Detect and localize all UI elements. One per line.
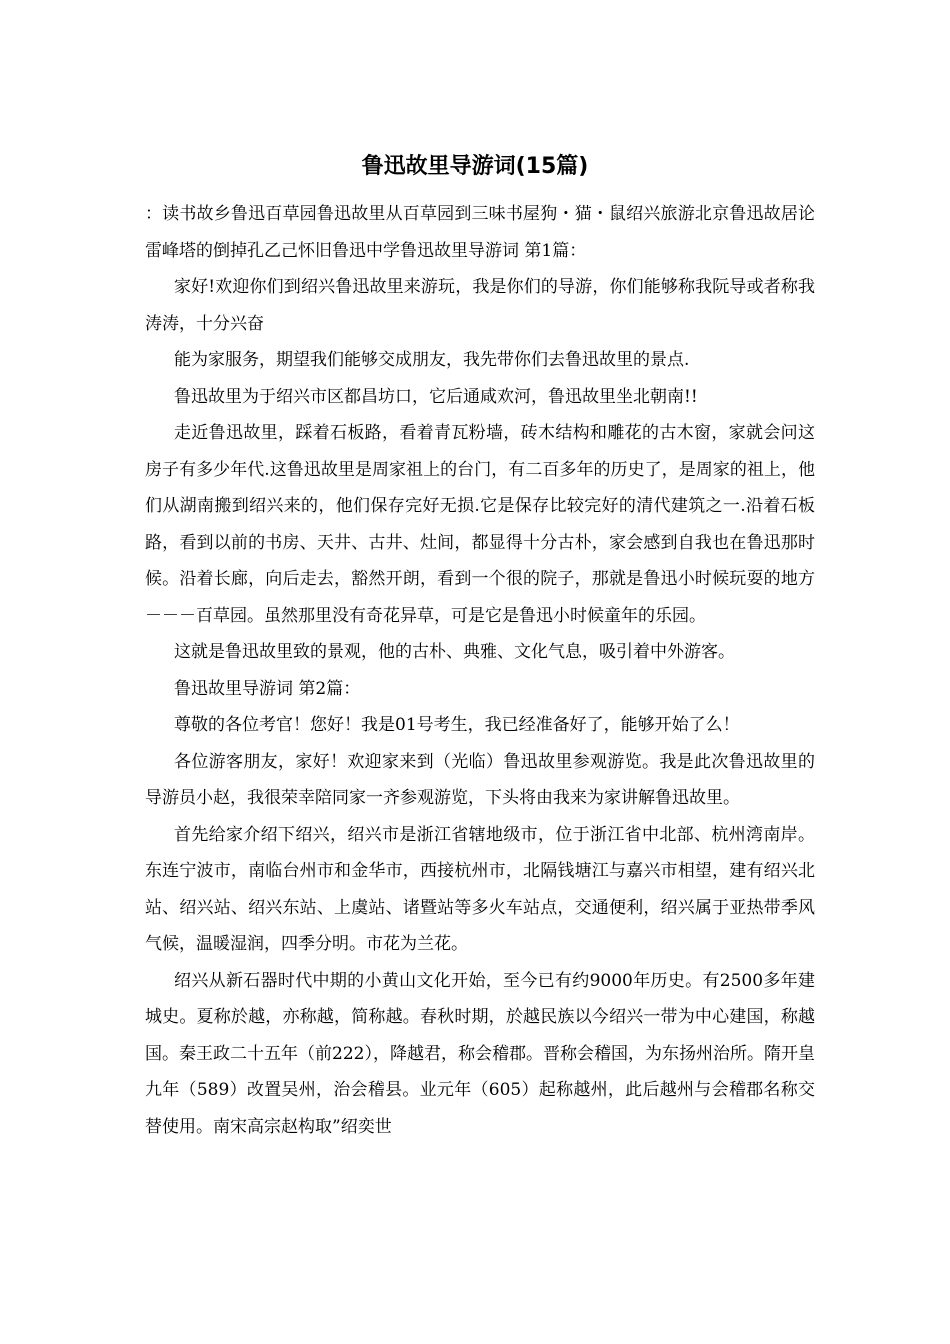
body-paragraph: 鲁迅故里为于绍兴市区都昌坊口，它后通咸欢河，鲁迅故里坐北朝南!! [174, 386, 698, 407]
document-body [145, 196, 815, 1145]
body-paragraph: 绍兴从新石器时代中期的小黄山文化开始，至今已有约9000年历史。有2500多年建城史。夏称於越，亦称越，简称越。春秋时期，於越民族以今绍兴一带为中心建国，称越国。秦王政二十五年（前222），降越君，称会稽郡。晋称会稽国，为东扬州治所。隋开皇九年（589）改置吴州，治会稽县。业元年（605）起称越州，此后越州与会稽郡名称交替使用。南宋高宗赵构取”绍奕世 [145, 970, 815, 1137]
body-paragraph: 尊敬的各位考官！您好！我是01号考生，我已经准备好了，能够开始了么！ [174, 715, 740, 735]
body-paragraph: 走近鲁迅故里，踩着石板路，看着青瓦粉墙，砖木结构和雕花的古木窗，家就会问这房子有多少年代.这鲁迅故里是周家祖上的台门，有二百多年的历史了，是周家的祖上，他们从湖南搬到绍兴来的，他们保存完好无损.它是保存比较完好的清代建筑之一.沿着石板路，看到以前的书房、天井、古井、灶间，都显得十分古朴，家会感到自我也在鲁迅那时候。沿着长廊，向后走去，豁然开朗，看到一个很的院子，那就是鲁迅小时候玩耍的地方－－－百草园。虽然那里没有奇花异草，可是它是鲁迅小时候童年的乐园。 [145, 423, 815, 626]
body-paragraph: 这就是鲁迅故里致的景观，他的古朴、典雅、文化气息，吸引着中外游客。 [174, 642, 735, 662]
section-heading: 鲁迅故里导游词 第2篇： [174, 678, 361, 699]
body-paragraph: 能为家服务，期望我们能够交成朋友，我先带你们去鲁迅故里的景点. [174, 350, 690, 370]
intro-paragraph: ：读书故乡鲁迅百草园鲁迅故里从百草园到三味书屋狗・猫・鼠绍兴旅游北京鲁迅故居论雷峰塔的倒掉孔乙己怀旧鲁迅中学鲁迅故里导游词 第1篇： [145, 204, 815, 261]
document-title: 鲁迅故里导游词(15篇) [361, 154, 589, 179]
body-paragraph: 家好!欢迎你们到绍兴鲁迅故里来游玩，我是你们的导游，你们能够称我阮导或者称我涛涛，十分兴奋 [145, 277, 815, 334]
body-paragraph: 首先给家介绍下绍兴，绍兴市是浙江省辖地级市，位于浙江省中北部、杭州湾南岸。东连宁波市，南临台州市和金华市，西接杭州市，北隔钱塘江与嘉兴市相望，建有绍兴北站、绍兴站、绍兴东站、上虞站、诸暨站等多火车站点，交通便利，绍兴属于亚热带季风气候，温暖湿润，四季分明。市花为兰花。 [145, 824, 815, 954]
body-paragraph: 各位游客朋友，家好！欢迎家来到（光临）鲁迅故里参观游览。我是此次鲁迅故里的导游员小赵，我很荣幸陪同家一齐参观游览，下头将由我来为家讲解鲁迅故里。 [145, 751, 815, 808]
